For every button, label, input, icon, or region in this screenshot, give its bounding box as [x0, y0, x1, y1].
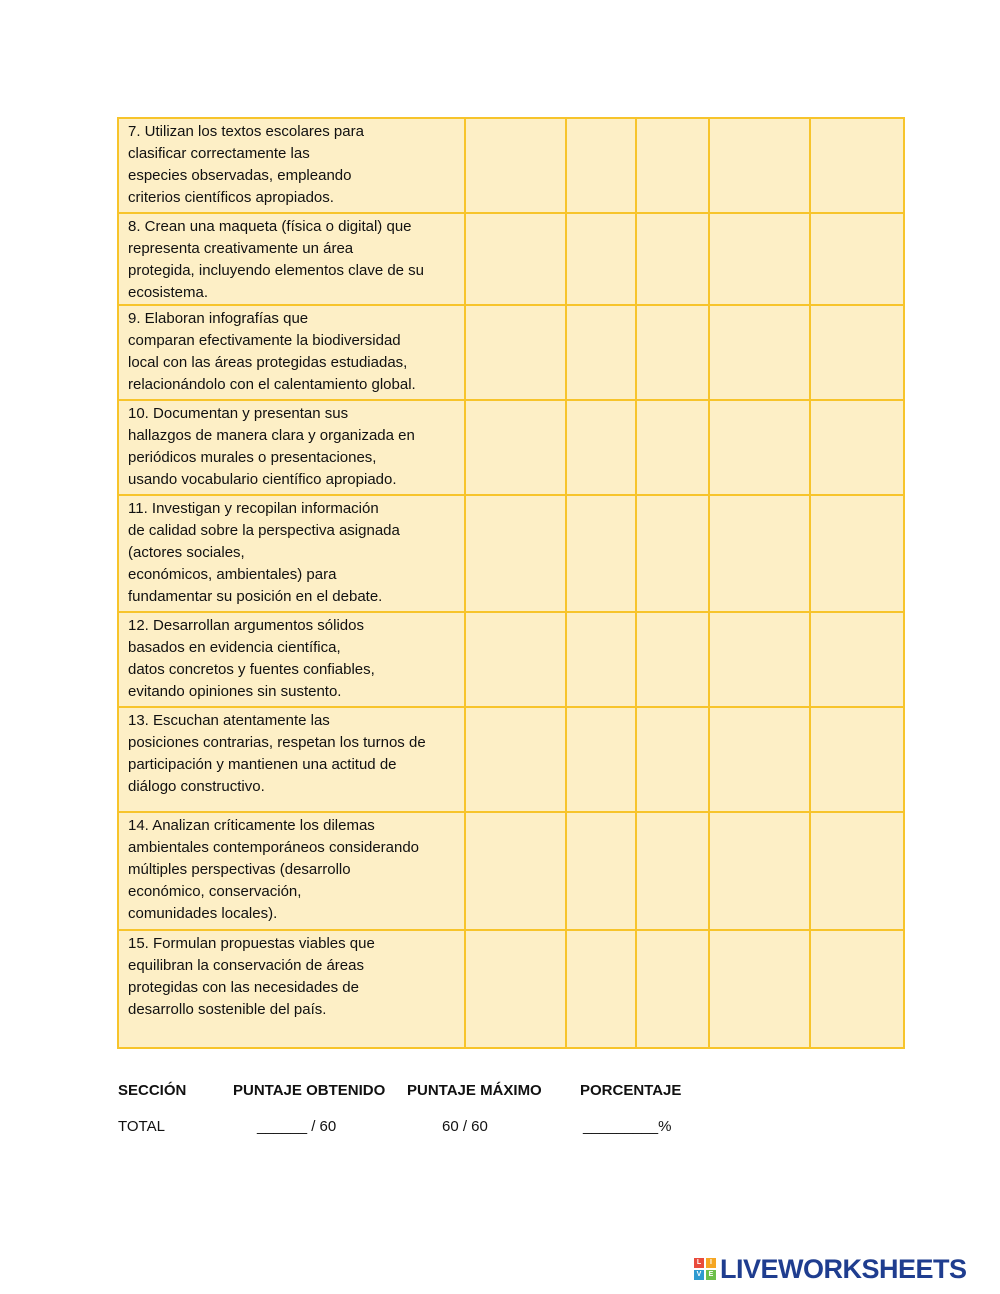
- score-cell[interactable]: [465, 495, 566, 612]
- score-cell[interactable]: [566, 812, 636, 930]
- rubric-row: [118, 305, 904, 400]
- total-max: 60 / 60: [442, 1118, 488, 1135]
- score-cell[interactable]: [465, 305, 566, 400]
- header-puntaje-maximo: PUNTAJE MÁXIMO: [407, 1082, 542, 1099]
- score-cell[interactable]: [566, 118, 636, 213]
- rubric-row: [118, 612, 904, 707]
- criterion-cell: [118, 707, 465, 812]
- criterion-line: económicos, ambientales) para: [128, 566, 337, 583]
- score-cell[interactable]: [465, 400, 566, 495]
- total-percent-field[interactable]: _________%: [583, 1118, 672, 1135]
- criterion-cell: [118, 612, 465, 707]
- summary-header-row: [118, 1082, 738, 1118]
- criterion-line: protegida, incluyendo elementos clave de su: [128, 262, 425, 279]
- rubric-table: [117, 117, 905, 1049]
- criterion-line: 15. Formulan propuestas viables que: [128, 935, 375, 952]
- score-cell[interactable]: [566, 612, 636, 707]
- rubric-row: [118, 118, 904, 213]
- score-cell[interactable]: [636, 612, 709, 707]
- score-cell[interactable]: [810, 400, 904, 495]
- total-obtained-field[interactable]: ______ / 60: [257, 1118, 337, 1135]
- rubric-row: [118, 400, 904, 495]
- score-cell[interactable]: [465, 930, 566, 1048]
- criterion-line: 7. Utilizan los textos escolares para: [128, 123, 364, 140]
- criterion-line: económico, conservación,: [128, 883, 302, 900]
- header-puntaje-obtenido: PUNTAJE OBTENIDO: [233, 1082, 386, 1099]
- criterion-cell: [118, 812, 465, 930]
- score-cell[interactable]: [709, 305, 810, 400]
- score-cell[interactable]: [810, 707, 904, 812]
- score-cell[interactable]: [810, 305, 904, 400]
- score-cell[interactable]: [566, 305, 636, 400]
- criterion-line: (actores sociales,: [128, 544, 245, 561]
- score-cell[interactable]: [810, 812, 904, 930]
- criterion-line: 14. Analizan críticamente los dilemas: [128, 817, 375, 834]
- criterion-line: representa creativamente un área: [128, 240, 354, 257]
- criterion-line: usando vocabulario científico apropiado.: [128, 471, 397, 488]
- liveworksheets-logo: [694, 1255, 967, 1283]
- score-cell[interactable]: [465, 707, 566, 812]
- score-cell[interactable]: [810, 118, 904, 213]
- criterion-line: datos concretos y fuentes confiables,: [128, 661, 375, 678]
- score-cell[interactable]: [636, 400, 709, 495]
- score-cell[interactable]: [566, 495, 636, 612]
- criterion-line: 13. Escuchan atentamente las: [128, 712, 330, 729]
- rubric-row: [118, 213, 904, 305]
- logo-tile: V: [694, 1270, 704, 1280]
- score-cell[interactable]: [810, 495, 904, 612]
- criterion-line: 9. Elaboran infografías que: [128, 310, 309, 327]
- score-cell[interactable]: [566, 213, 636, 305]
- criterion-line: clasificar correctamente las: [128, 145, 310, 162]
- rubric-row: [118, 707, 904, 812]
- score-cell[interactable]: [566, 930, 636, 1048]
- criterion-line: 12. Desarrollan argumentos sólidos: [128, 617, 364, 634]
- criterion-line: posiciones contrarias, respetan los turnos de: [128, 734, 426, 751]
- criterion-line: basados en evidencia científica,: [128, 639, 341, 656]
- criterion-cell: [118, 495, 465, 612]
- criterion-line: criterios científicos apropiados.: [128, 189, 334, 206]
- criterion-cell: [118, 400, 465, 495]
- rubric-row: [118, 495, 904, 612]
- score-cell[interactable]: [709, 213, 810, 305]
- criterion-line: relacionándolo con el calentamiento global.: [128, 376, 416, 393]
- score-cell[interactable]: [636, 305, 709, 400]
- score-cell[interactable]: [636, 118, 709, 213]
- score-cell[interactable]: [636, 495, 709, 612]
- score-cell[interactable]: [709, 495, 810, 612]
- criterion-cell: [118, 118, 465, 213]
- criterion-line: periódicos murales o presentaciones,: [128, 449, 377, 466]
- score-cell[interactable]: [465, 812, 566, 930]
- logo-tiles-icon: [694, 1258, 716, 1280]
- header-porcentaje: PORCENTAJE: [580, 1082, 682, 1099]
- criterion-line: diálogo constructivo.: [128, 778, 265, 795]
- criterion-line: ecosistema.: [128, 284, 209, 301]
- criterion-line: equilibran la conservación de áreas: [128, 957, 364, 974]
- criterion-line: especies observadas, empleando: [128, 167, 352, 184]
- score-cell[interactable]: [465, 213, 566, 305]
- criterion-line: comparan efectivamente la biodiversidad: [128, 332, 401, 349]
- score-cell[interactable]: [709, 812, 810, 930]
- criterion-line: local con las áreas protegidas estudiadas,: [128, 354, 408, 371]
- logo-tile: I: [706, 1258, 716, 1268]
- score-cell[interactable]: [810, 612, 904, 707]
- score-cell[interactable]: [636, 213, 709, 305]
- score-cell[interactable]: [636, 930, 709, 1048]
- score-cell[interactable]: [636, 707, 709, 812]
- score-cell[interactable]: [566, 707, 636, 812]
- criterion-line: 8. Crean una maqueta (física o digital) que: [128, 218, 412, 235]
- criterion-cell: [118, 930, 465, 1048]
- criterion-line: 10. Documentan y presentan sus: [128, 405, 349, 422]
- score-cell[interactable]: [566, 400, 636, 495]
- rubric-row: [118, 930, 904, 1048]
- score-cell[interactable]: [709, 707, 810, 812]
- score-cell[interactable]: [709, 612, 810, 707]
- criterion-line: 11. Investigan y recopilan información: [128, 500, 379, 517]
- criterion-line: comunidades locales).: [128, 905, 278, 922]
- criterion-line: ambientales contemporáneos considerando: [128, 839, 420, 856]
- score-cell[interactable]: [810, 930, 904, 1048]
- criterion-line: participación y mantienen una actitud de: [128, 756, 397, 773]
- score-cell[interactable]: [465, 118, 566, 213]
- criterion-line: de calidad sobre la perspectiva asignada: [128, 522, 400, 539]
- logo-tile: L: [694, 1258, 704, 1268]
- logo-tile: E: [706, 1270, 716, 1280]
- score-cell[interactable]: [810, 213, 904, 305]
- criterion-line: protegidas con las necesidades de: [128, 979, 359, 996]
- header-seccion: SECCIÓN: [118, 1082, 187, 1099]
- score-cell[interactable]: [636, 812, 709, 930]
- score-cell[interactable]: [709, 400, 810, 495]
- summary-total-row: [118, 1118, 738, 1154]
- rubric-row: [118, 812, 904, 930]
- total-label: TOTAL: [118, 1118, 165, 1135]
- criterion-line: hallazgos de manera clara y organizada en: [128, 427, 415, 444]
- criterion-cell: [118, 305, 465, 400]
- criterion-line: fundamentar su posición en el debate.: [128, 588, 383, 605]
- score-summary: [118, 1082, 738, 1154]
- logo-wordmark: LIVEWORKSHEETS: [720, 1254, 967, 1284]
- criterion-line: evitando opiniones sin sustento.: [128, 683, 342, 700]
- score-cell[interactable]: [709, 930, 810, 1048]
- criterion-line: múltiples perspectivas (desarrollo: [128, 861, 351, 878]
- criterion-line: desarrollo sostenible del país.: [128, 1001, 327, 1018]
- score-cell[interactable]: [709, 118, 810, 213]
- criterion-cell: [118, 213, 465, 305]
- score-cell[interactable]: [465, 612, 566, 707]
